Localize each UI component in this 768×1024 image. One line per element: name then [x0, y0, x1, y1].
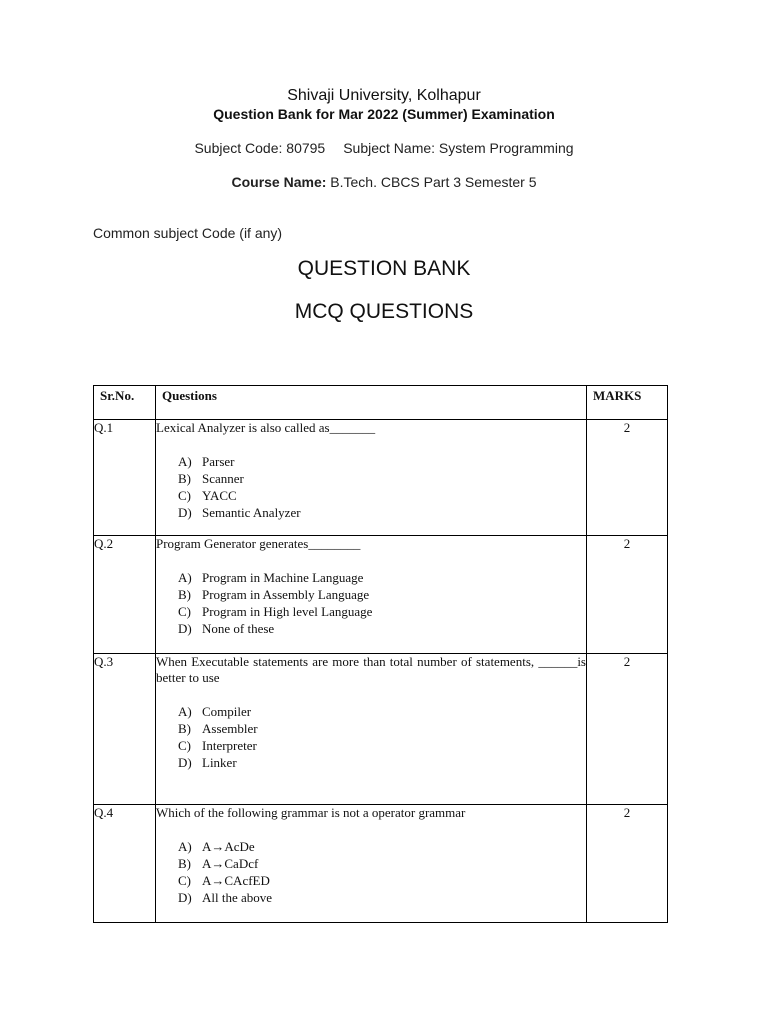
- option-item: D) Linker: [178, 755, 237, 770]
- option-item: D) All the above: [178, 890, 273, 905]
- option-item: C) YACC: [178, 488, 237, 503]
- table-row: [94, 805, 668, 923]
- question-text: Program Generator generates________: [156, 536, 361, 551]
- question-cell: [156, 654, 587, 805]
- question-text: Lexical Analyzer is also called as_______: [156, 420, 376, 435]
- exam-title: Question Bank for Mar 2022 (Summer) Examination: [213, 106, 555, 122]
- subject-line: [0, 140, 768, 156]
- option-item: B) A→CaDcf: [178, 856, 259, 871]
- course-label: Course Name:: [231, 174, 327, 190]
- column-header-marks: MARKS: [587, 386, 668, 420]
- table-row: [94, 536, 668, 654]
- option-item: D) Semantic Analyzer: [178, 505, 301, 520]
- question-cell: [156, 536, 587, 654]
- common-subject-code: Common subject Code (if any): [93, 225, 283, 241]
- table-row: [94, 654, 668, 805]
- question-bank-heading: QUESTION BANK: [297, 257, 471, 280]
- question-number: Q.1: [94, 420, 156, 536]
- question-number: Q.3: [94, 654, 156, 805]
- course-value: B.Tech. CBCS Part 3 Semester 5: [326, 174, 537, 190]
- marks-value: 2: [587, 420, 668, 536]
- subject-code: Subject Code: 80795: [194, 140, 326, 156]
- option-list: [178, 838, 586, 906]
- question-number: Q.4: [94, 805, 156, 923]
- option-item: B) Scanner: [178, 471, 244, 486]
- course-line: [0, 174, 768, 190]
- option-item: C) Interpreter: [178, 738, 257, 753]
- marks-value: 2: [587, 536, 668, 654]
- option-item: A) A→AcDe: [178, 839, 255, 854]
- option-item: B) Program in Assembly Language: [178, 587, 370, 602]
- option-item: D) None of these: [178, 621, 275, 636]
- option-list: [178, 569, 586, 637]
- marks-value: 2: [587, 805, 668, 923]
- marks-value: 2: [587, 654, 668, 805]
- question-cell: [156, 805, 587, 923]
- question-number: Q.2: [94, 536, 156, 654]
- option-item: C) A→CAcfED: [178, 873, 270, 888]
- option-list: [178, 453, 586, 521]
- table-header-row: [94, 386, 668, 420]
- question-cell: [156, 420, 587, 536]
- column-header-questions: Questions: [156, 386, 587, 420]
- mcq-questions-heading: MCQ QUESTIONS: [294, 300, 474, 323]
- option-item: A) Program in Machine Language: [178, 570, 364, 585]
- question-text: When Executable statements are more than total number of statements, ______is better to use: [156, 654, 586, 685]
- option-item: A) Compiler: [178, 704, 252, 719]
- option-list: [178, 703, 586, 771]
- table-row: [94, 420, 668, 536]
- subject-name: Subject Name: System Programming: [343, 140, 574, 156]
- option-item: C) Program in High level Language: [178, 604, 373, 619]
- option-item: B) Assembler: [178, 721, 258, 736]
- column-header-srno: Sr.No.: [94, 386, 156, 420]
- question-text: Which of the following grammar is not a operator grammar: [156, 805, 466, 820]
- university-title: Shivaji University, Kolhapur: [287, 87, 481, 104]
- questions-table: [93, 385, 668, 923]
- option-item: A) Parser: [178, 454, 235, 469]
